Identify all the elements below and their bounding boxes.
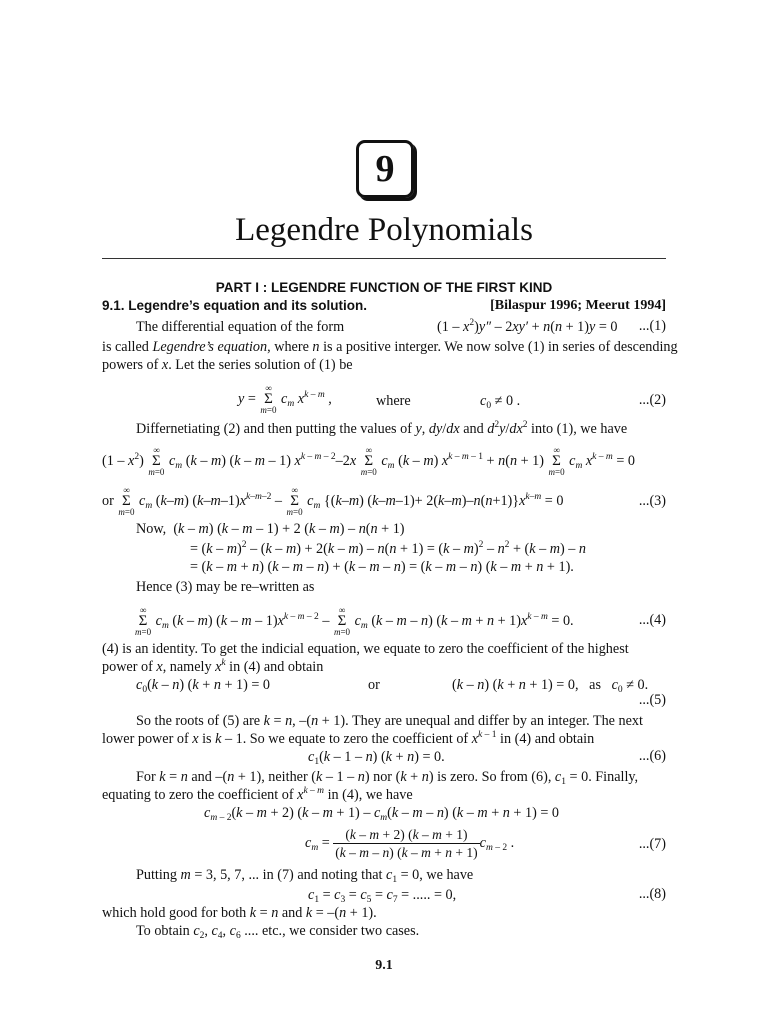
para5-line2: lower power of x is k – 1. So we equate to zero the coefficient of $x^{k - 1}$ in (4) and obtain xyxy=(102,730,595,747)
equation-1: $(1 - x^2)y'' - 2xy' + n(n + 1)y = 0$ xyxy=(437,318,618,335)
title-rule xyxy=(102,258,666,259)
para4-line2: power of x, namely $x^k$ in (4) and obtain xyxy=(102,658,324,675)
para2-line1: Differnetiating (2) and then putting the values of y, dy/dx and $d^2y/dx^2$ into (1), we have xyxy=(136,420,628,437)
equation-5-or: or xyxy=(368,677,380,693)
eq-label-5: ...(5) xyxy=(638,692,666,708)
now-line1: Now, (k – m) (k – m – 1) + 2 (k – m) – n(n + 1) xyxy=(136,521,405,537)
equation-8: $c_1 = c_3 = c_5 = c_7$ = ..... = 0, xyxy=(308,887,457,905)
para1-line1: The differential equation of the form xyxy=(136,319,345,335)
equation-3: or ∞ Σ m=0 $c_m$ (k–m) $(k-m-1)x^{k-m-2}$ – ∞ Σ m=0 $c_m$ {(k–m) $(k-m-1)+ 2(k-m)-n(n+1)\}x^{k-m} = 0$ xyxy=(102,485,564,517)
section-reference: [Bilaspur 1996; Meerut 1994] xyxy=(490,298,666,313)
hence-line: Hence (3) may be re–written as xyxy=(136,579,315,595)
now-line3: = (k – m + n) (k – m – n) + (k – m – n) = (k – m – n) (k – m + n + 1). xyxy=(190,559,574,575)
para8-line: which hold good for both k = n and k = –(n + 1). xyxy=(102,905,377,921)
eq-label-8: ...(8) xyxy=(638,886,666,902)
para6-line1: For k = n and –(n + 1), neither (k – 1 – n) nor (k + n) is zero. So from (6), $c_1 = 0$. Finally, xyxy=(136,769,639,787)
equation-5b: (k – n) (k + n + 1) = 0, as $c_0 \ne 0$. xyxy=(452,677,649,695)
para7-line1: Putting m = 3, 5, 7, ... in (7) and noting that $c_1 = 0$, we have xyxy=(136,867,474,885)
eq-label-2: ...(2) xyxy=(638,392,666,408)
equation-long-1: $(1 - x^2)$ ∞ Σ m=0 $c_m$ (k – m) (k – m – 1) $x^{k - m - 2}-2x$ ∞ Σ m=0 $c_m$ (k – m) $x^{k - m - 1} + n(n + 1)$ ∞ Σ m=0 $c_m$ $x^{k - m} = 0$ xyxy=(102,445,635,477)
equation-2: y = ∞ Σ m=0 $c_m$ $x^{k - m}$ , xyxy=(238,383,332,415)
eq-label-6: ...(6) xyxy=(638,748,666,764)
section-heading: 9.1. Legendre’s equation and its solution. xyxy=(102,298,368,313)
eq-label-3: ...(3) xyxy=(638,493,666,509)
chapter-number: 9 xyxy=(375,148,395,190)
equation-6: $c_1(k - 1 - n) (k + n) = 0$. xyxy=(308,749,445,767)
para1-line2: is called Legendre’s equation, where n is a positive interger. We now solve (1) in series of descending xyxy=(102,339,678,355)
part-heading: PART I : LEGENDRE FUNCTION OF THE FIRST KIND xyxy=(215,280,553,295)
para4-line1: (4) is an identity. To get the indicial equation, we equate to zero the coefficient of the highest xyxy=(102,641,629,657)
para5-line1: So the roots of (5) are k = n, –(n + 1). They are unequal and differ by an integer. The next xyxy=(136,713,643,729)
eq-label-4: ...(4) xyxy=(638,612,666,628)
para6-line2: equating to zero the coefficient of $x^{k - m}$ in (4), we have xyxy=(102,786,413,803)
page-number: 9.1 xyxy=(375,958,393,973)
equation-2-where: where xyxy=(376,393,411,409)
equation-5a: $c_0(k - n) (k + n + 1) = 0$ xyxy=(136,677,271,695)
eq-label-7: ...(7) xyxy=(638,836,666,852)
para9-line: To obtain $c_2$, $c_4$, $c_6$ .... etc., we consider two cases. xyxy=(136,923,420,941)
equation-7: $c_m$ = $\frac{(k - m + 2) (k - m + 1)}{(k - m - n) (k - m + n + 1)}$ $c_{m - 2}$ . xyxy=(305,827,515,860)
equation-2-condition: $c_0 \ne 0$ . xyxy=(480,393,521,411)
equation-7a: $c_{m - 2}(k - m + 2)$ $(k - m + 1) - c_m(k - m - n)$ (k – m + n + 1) = 0 xyxy=(204,805,559,823)
now-line2: = $(k - m)^2 - (k - m) + 2(k - m) - n(n + 1) = (k - m)^2 - n^2 + (k - m) - n$ xyxy=(190,540,587,557)
equation-4: ∞ Σ m=0 $c_m$ (k – m) (k – m – $1)x^{k - m - 2}$ – ∞ Σ m=0 $c_m$ (k – m – n) $(k - m + n + 1)x^{k - m} = 0$. xyxy=(135,605,574,637)
chapter-title: Legendre Polynomials xyxy=(235,212,533,248)
para1-line3: powers of x. Let the series solution of (1) be xyxy=(102,357,353,373)
eq-label-1: ...(1) xyxy=(638,318,666,334)
chapter-number-box xyxy=(356,140,414,198)
